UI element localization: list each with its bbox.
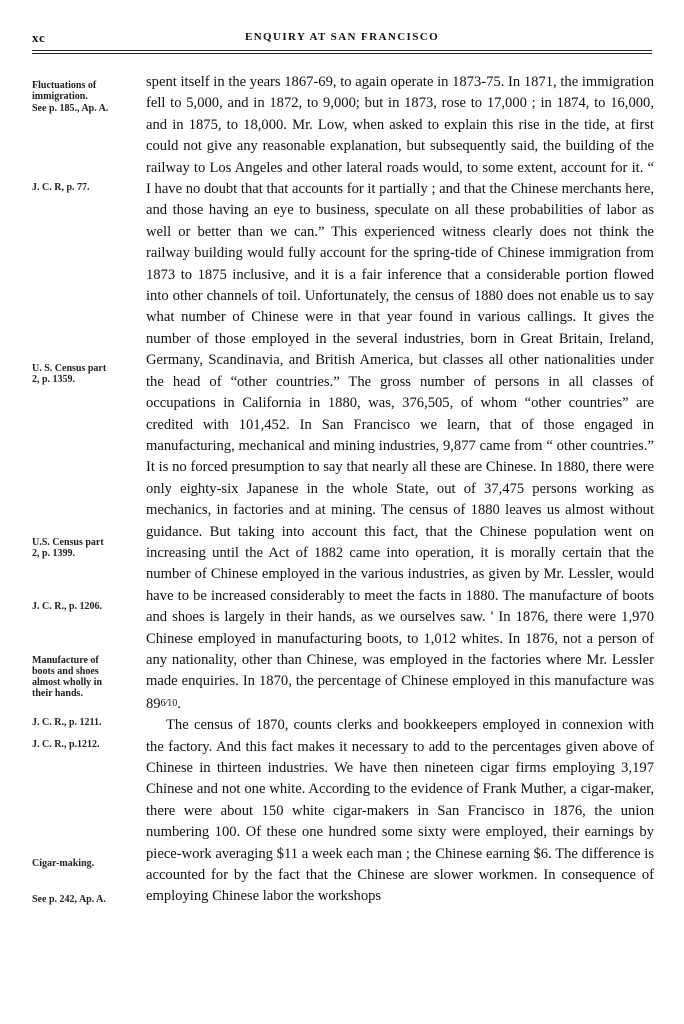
margin-note-line: J. C. R., p. 1211. — [32, 717, 102, 728]
margin-note-line: Manufacture of — [32, 655, 99, 666]
margin-note-line: Cigar-making. — [32, 858, 95, 869]
margin-note-ref — [32, 182, 144, 193]
page-number: xc — [32, 30, 46, 45]
margin-note-line: J. C. R., p.1212. — [32, 739, 100, 750]
margin-note-ref — [32, 103, 144, 114]
margin-note-census — [32, 537, 144, 559]
margin-note-line: 2, p. 1359. — [32, 374, 76, 385]
margin-note-line: U.S. Census part — [32, 537, 104, 548]
fraction: 6⁄10 — [160, 697, 178, 709]
running-title: ENQUIRY AT SAN FRANCISCO — [244, 31, 440, 43]
paragraph: The census of 1870, counts clerks and bookkeepers employed in connexion with the factory. And this fact makes it necessary to add to the percentages given above of Chinese in thirteen industries. We have then nineteen cigar firms employing 3,197 Chinese and not one white. According to the evidence of Frank Muther, a cigar-maker, there were about 150 white cigar-makers in San Francisco in 1876, the union numbering 100. Of these one hundred some sixty were employed, their earnings by piece-work averaging $11 a week each man ; the Chinese earning $6. The difference is accounted for by the fact that the Chinese are slower workmen. In consequence of employing Chinese labor the workshops — [146, 717, 654, 905]
margin-note-line: 2, p. 1399. — [32, 548, 76, 559]
margin-note-line: almost wholly in — [32, 677, 103, 688]
body-text — [146, 72, 654, 908]
margin-note-boots — [32, 655, 144, 699]
paragraph — [146, 72, 654, 715]
margin-note-census — [32, 363, 144, 385]
margin-note-line: their hands. — [32, 688, 83, 699]
margin-note-line: See p. 185., Ap. A. — [32, 103, 109, 114]
header-rule-2 — [32, 53, 652, 54]
margin-note-line: J. C. R, p. 77. — [32, 182, 90, 193]
paragraph-text: spent itself in the years 1867-69, to again operate in 1873-75. In 1871, the immigration fell to 5,000, and in 1872, to 9,000; but in 1873, rose to 17,000 ; in 1874, to 16,000, and in 1875, to 18,000. Mr. Low, when asked to explain this rise in the tide, at first could not give any reasonable explanation, but subsequently said, the building of the railway to Los Angeles and other lateral roads would, to some extent, account for it. “ I have no doubt that that accounts for it partially ; and that the Chinese merchants here, and those having an eye to business, speculate on all these probabilities of labor as well or better than we can.” This experienced witness clearly does not think the railway building would fully account for the spring-tide of Chinese immigration from 1873 to 1875 inclusive, and it is a fair inference that a considerable portion flowed into other channels of toil. Unfortunately, the census of 1880 does not enable us to say what number of Chinese were in that year found in various callings. It gives the number of those employed in the several industries, born in Great Britain, Ireland, Germany, Scandinavia, and British America, but classes all other nationalities under the head of “other countries.” The gross number of persons in all classes of occupations in California in 1880, was, 376,505, of whom “other countries” are credited with 101,452. In San Francisco we learn, that of those engaged in manufacturing, mechanical and mining industries, 9,877 came from “ other countries.” It is no forced presumption to say that nearly all these are Chinese. In 1880, there were only eighty-six Japanese in the whole State, out of 37,475 persons working as mechanics, in factories and at mining. The census of 1880 leaves us almost without guidance. But taking into account this fact, that the Chinese population went on increasing until the Act of 1882 came into operation, it is morally certain that the number of Chinese employed in the various industries, as given by Mr. Lessler, would have to be increased considerably to meet the facts in 1880. The manufacture of boots and shoes is largely in their hands, as we ourselves saw. ' In 1876, there were 1,970 Chinese employed in manufacturing boots, to 1,012 whites. In 1876, not a person of any nationality, other than Chinese, was employed in the factories where Mr. Lessler made enquiries. In 1870, the percentage of Chinese employed in this manufacture was 89 — [146, 74, 654, 712]
paragraph-end: . — [177, 695, 181, 712]
margin-note-ref — [32, 717, 144, 728]
header-rule — [32, 50, 652, 51]
margin-note-ref — [32, 601, 144, 612]
margin-note-ref — [32, 894, 144, 905]
margin-note-line: Fluctuations of — [32, 80, 97, 91]
margin-note-line: immigration. — [32, 91, 88, 102]
margin-note-line: See p. 242, Ap. A. — [32, 894, 106, 905]
margin-note-line: J. C. R., p. 1206. — [32, 601, 103, 612]
margin-note-line: U. S. Census part — [32, 363, 107, 374]
margin-note-ref — [32, 739, 144, 750]
running-header — [32, 30, 652, 52]
margin-note-cigar — [32, 858, 144, 869]
margin-note-fluctuations — [32, 80, 144, 102]
margin-note-line: boots and shoes — [32, 666, 99, 677]
